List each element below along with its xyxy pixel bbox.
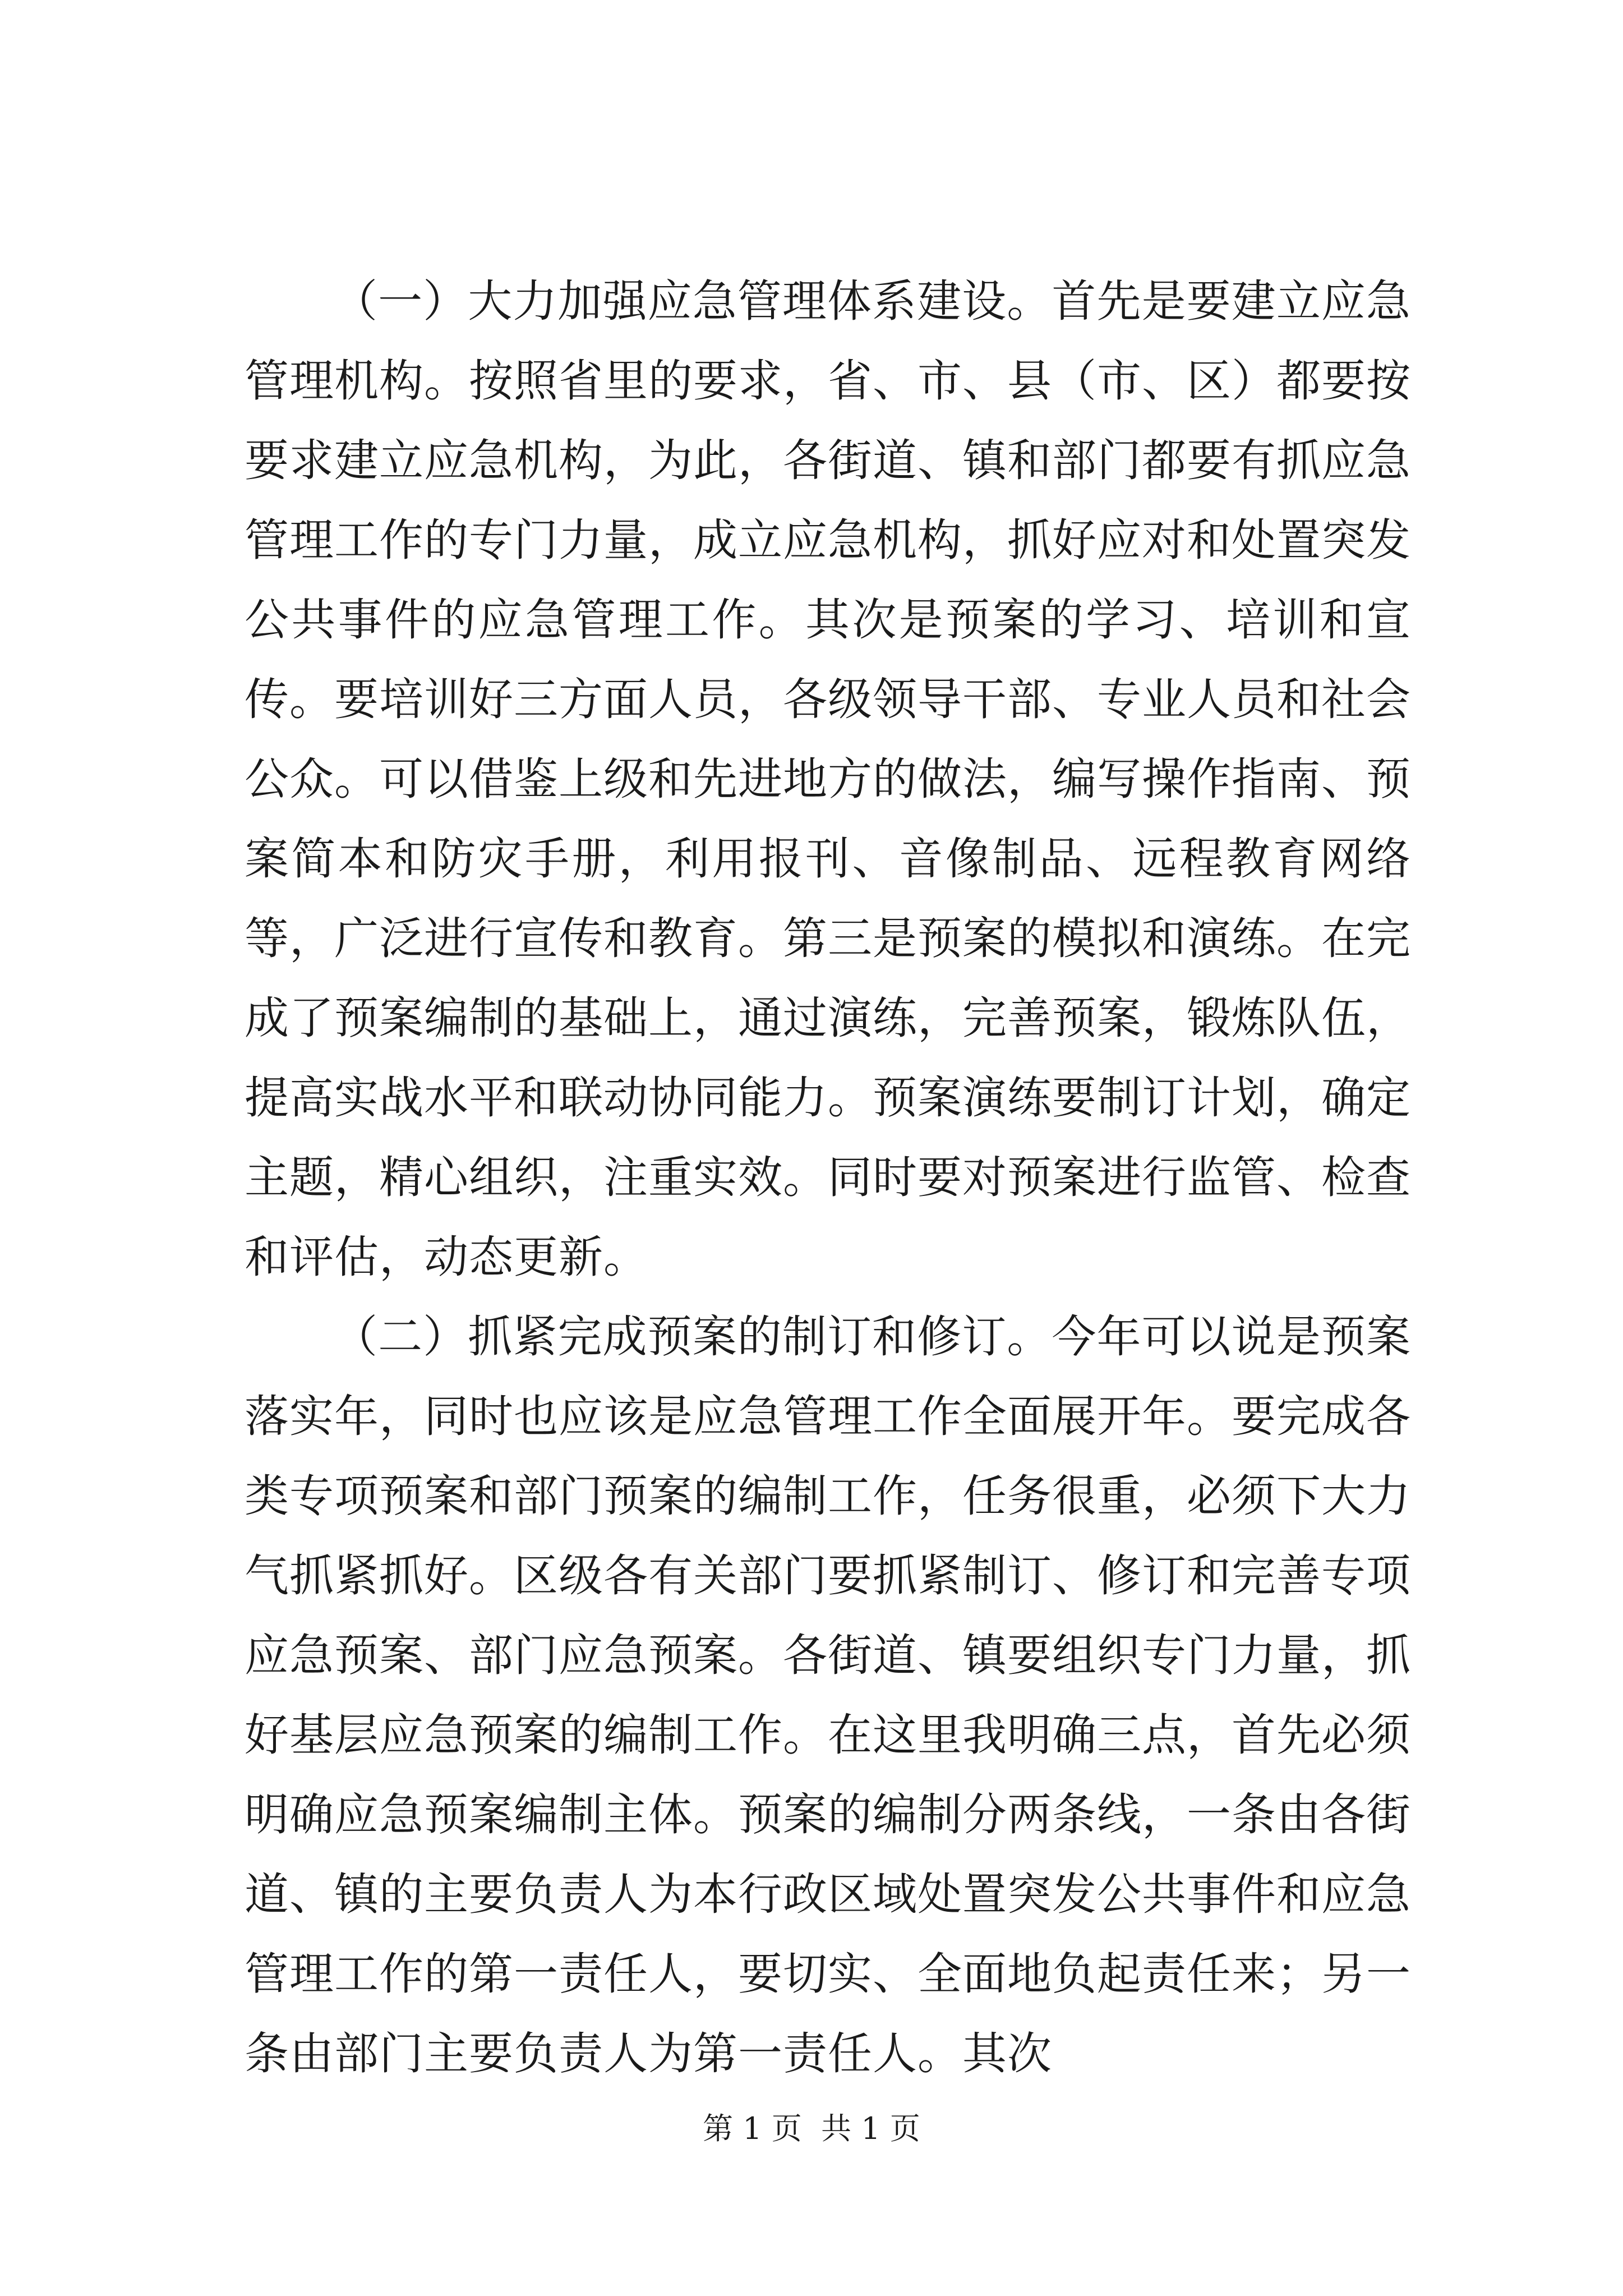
paragraph-2: （二）抓紧完成预案的制订和修订。今年可以说是预案落实年，同时也应该是应急管理工作全面展开年。要完成各类专项预案和部门预案的编制工作，任务很重，必须下大力气抓紧抓好。区级各有关部门要抓紧制订、修订和完善专项应急预案、部门应急预案。各街道、镇要组织专门力量，抓好基层应急预案的编制工作。在这里我明确三点，首先必须明确应急预案编制主体。预案的编制分两条线，一条由各街道、镇的主要负责人为本行政区域处置突发公共事件和应急管理工作的第一责任人，要切实、全面地负起责任来；另一条由部门主要负责人为第一责任人。其次 [245,1311,1411,2079]
document-body [245,261,1411,2093]
paragraph-1: （一）大力加强应急管理体系建设。首先是要建立应急管理机构。按照省里的要求，省、市、县（市、区）都要按要求建立应急机构，为此，各街道、镇和部门都要有抓应急管理工作的专门力量，成立应急机构，抓好应对和处置突发公共事件的应急管理工作。其次是预案的学习、培训和宣传。要培训好三方面人员，各级领导干部、专业人员和社会公众。可以借鉴上级和先进地方的做法，编写操作指南、预案简本和防灾手册，利用报刊、音像制品、远程教育网络等，广泛进行宣传和教育。第三是预案的模拟和演练。在完成了预案编制的基础上，通过演练，完善预案，锻炼队伍，提高实战水平和联动协同能力。预案演练要制订计划，确定主题，精心组织，注重实效。同时要对预案进行监管、检查和评估，动态更新。 [245,275,1411,1283]
page-number-label: 第 1 页 共 1 页 [703,2111,920,2146]
page-footer [0,2105,1623,2148]
